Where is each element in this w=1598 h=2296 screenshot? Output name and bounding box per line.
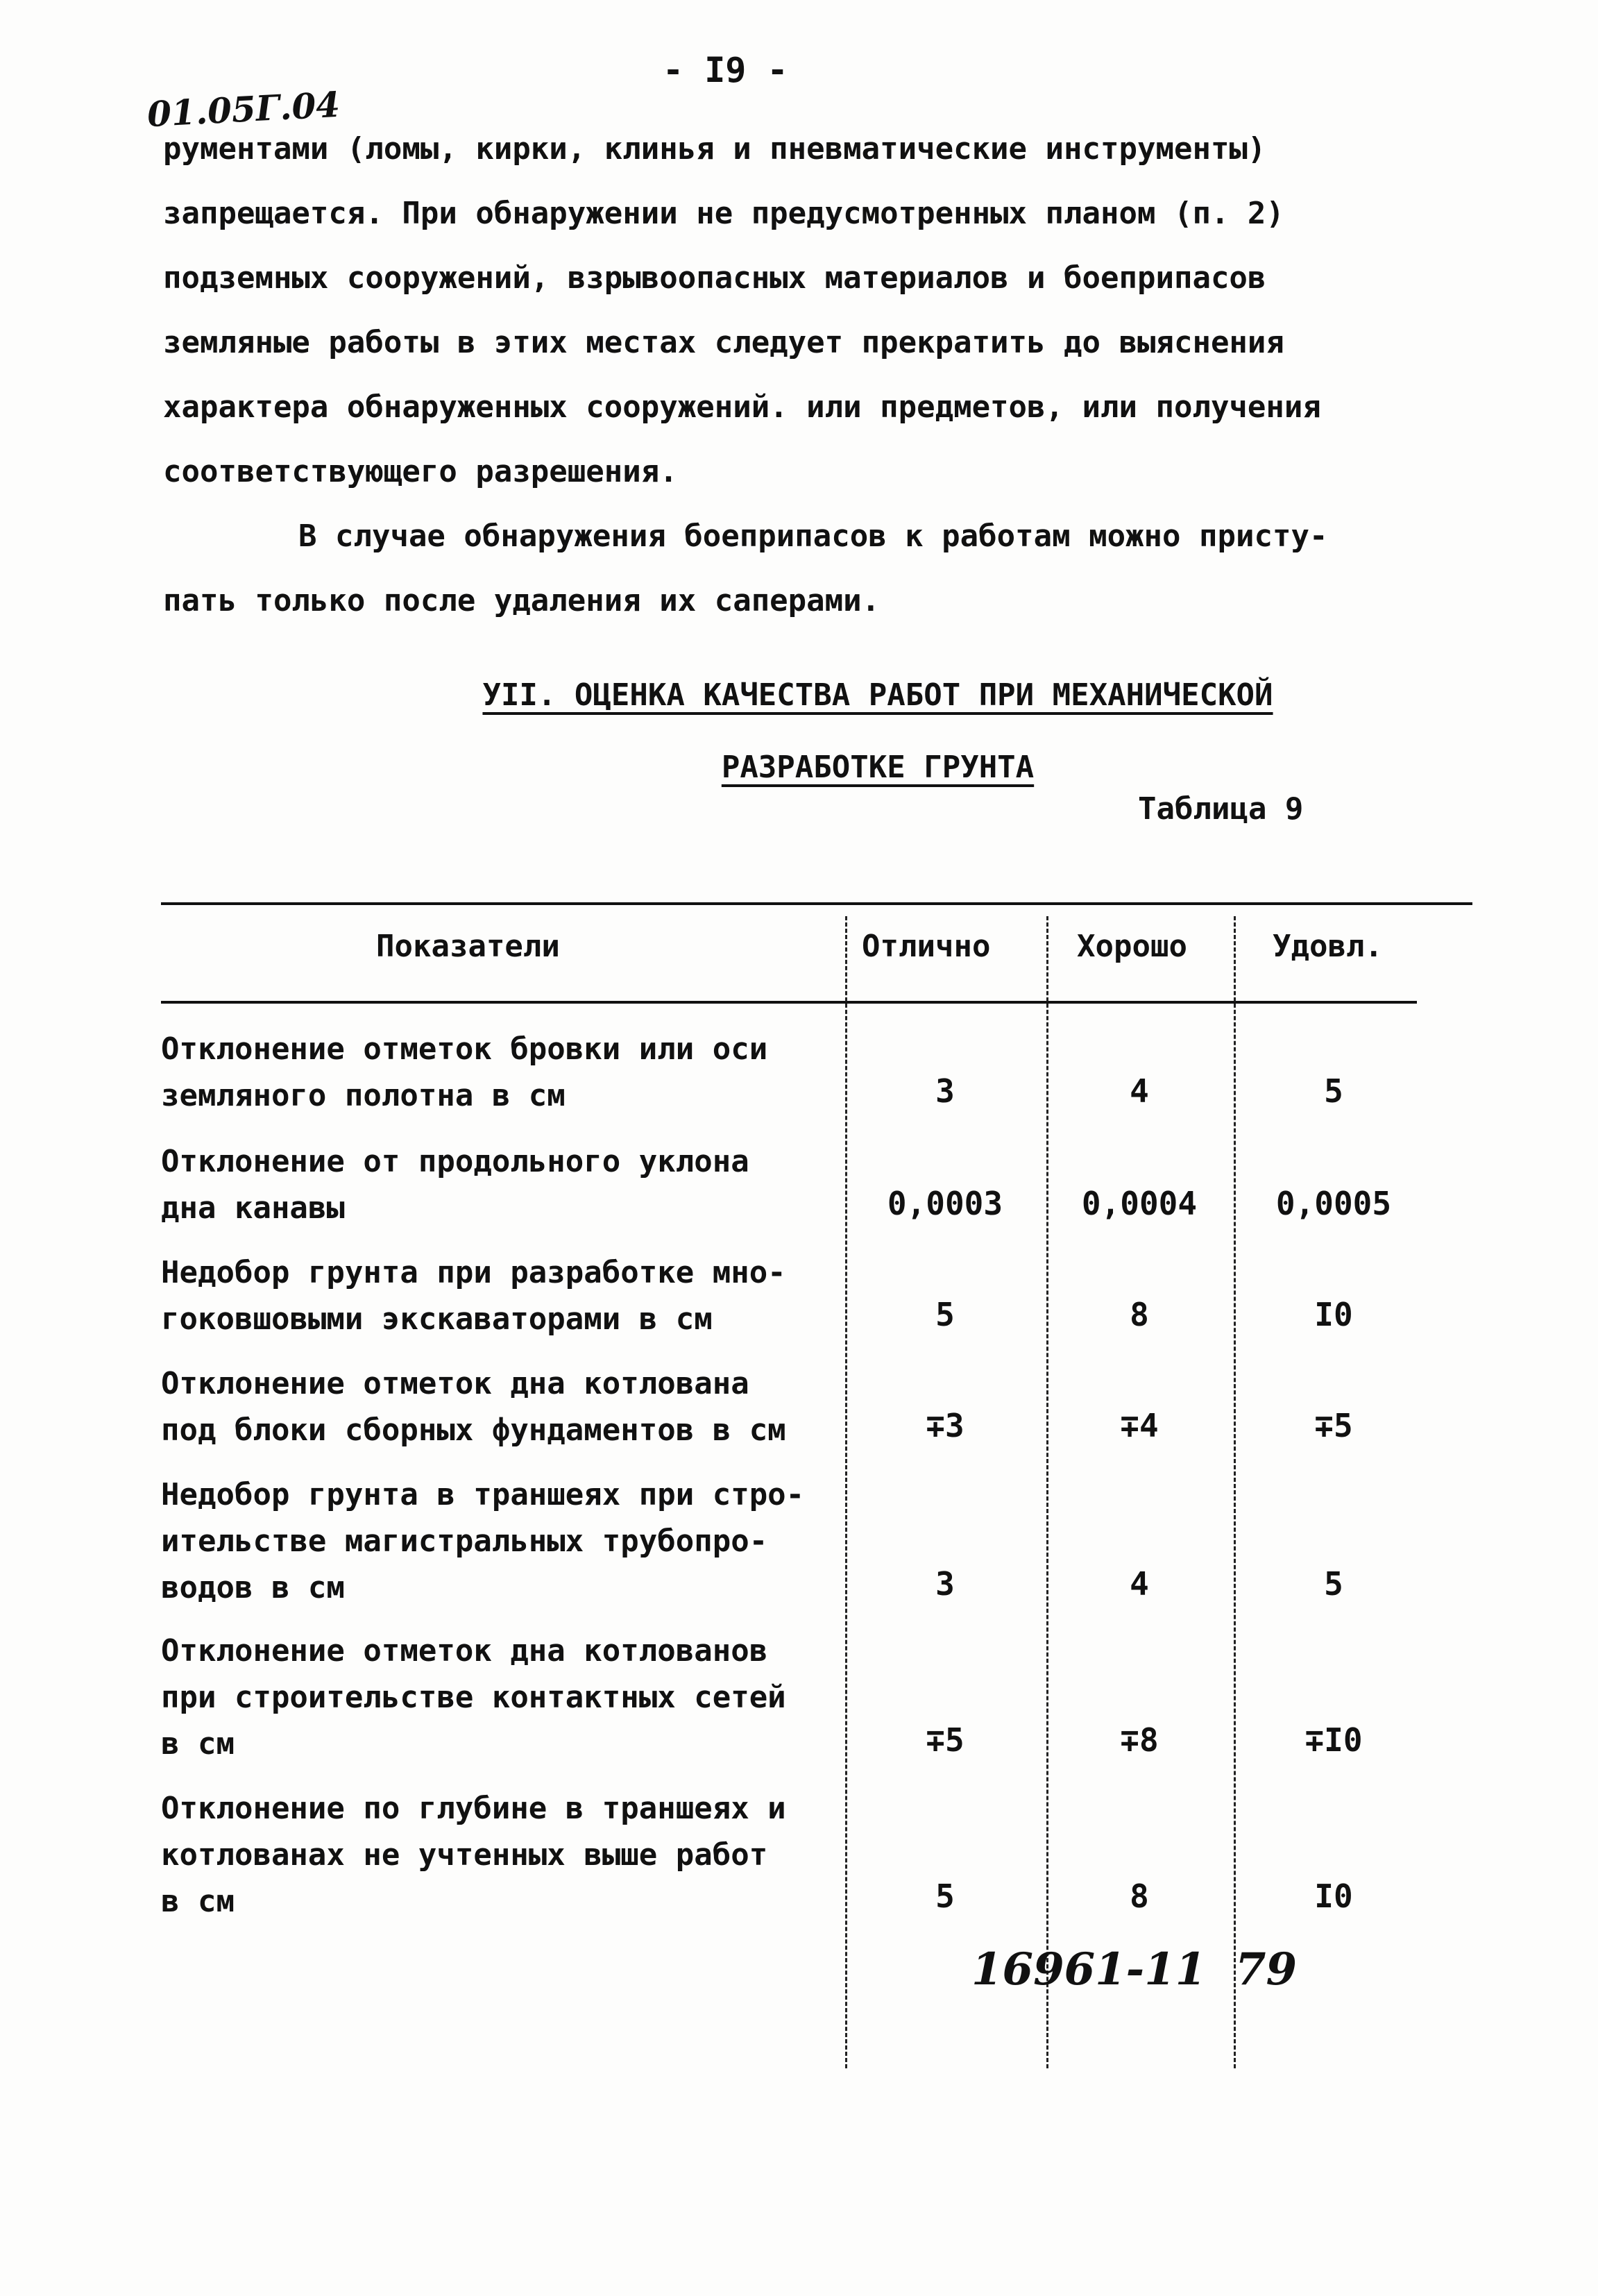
table-top-rule: [161, 902, 1472, 905]
body-line: рументами (ломы, кирки, клинья и пневматические инструменты): [163, 131, 1266, 167]
table-row-label: Отклонение по глубине в траншеях и котлованах не учтенных выше работ в см: [161, 1791, 786, 1919]
table-cell: I0: [1314, 1877, 1353, 1915]
table-caption: Таблица 9: [1138, 791, 1304, 827]
table-header-rule: [161, 1001, 1417, 1004]
header-good: Хорошо: [1077, 929, 1187, 964]
table-cell: I0: [1314, 1296, 1353, 1333]
table-cell: 5: [1324, 1565, 1343, 1603]
table-cell: ∓4: [1120, 1407, 1159, 1444]
table-cell: 4: [1130, 1072, 1149, 1110]
body-line: запрещается. При обнаружении не предусмотренных планом (п. 2): [163, 196, 1284, 231]
table-cell: ∓I0: [1304, 1721, 1363, 1759]
table-cell: 0,0005: [1275, 1185, 1392, 1222]
header-excellent: Отлично: [862, 929, 991, 964]
page-number: - I9 -: [663, 50, 788, 90]
table-cell: 5: [935, 1877, 955, 1915]
handwritten-code: 01.05Г.04: [146, 83, 341, 135]
table-cell: 8: [1130, 1877, 1149, 1915]
body-line: пать только после удаления их саперами.: [163, 583, 881, 618]
header-satisfactory: Удовл.: [1273, 929, 1383, 964]
table-cell: ∓8: [1120, 1721, 1159, 1759]
table-cell: 8: [1130, 1296, 1149, 1333]
table-cell: 0,0004: [1081, 1185, 1198, 1222]
section-title: [444, 659, 1311, 804]
table-cell: ∓3: [926, 1407, 964, 1444]
body-line: характера обнаруженных сооружений. или предметов, или получения: [163, 389, 1321, 425]
body-line: земляные работы в этих местах следует прекратить до выяснения: [163, 325, 1284, 360]
table-row-label: Отклонение от продольного уклона дна канавы: [161, 1144, 749, 1226]
table-cell: 5: [935, 1296, 955, 1333]
column-divider: [1234, 916, 1236, 2068]
table-cell: 5: [1324, 1072, 1343, 1110]
table-cell: ∓5: [1314, 1407, 1353, 1444]
body-line: подземных сооружений, взрывоопасных материалов и боеприпасов: [163, 260, 1266, 296]
table-cell: 4: [1130, 1565, 1149, 1603]
header-indicators: Показатели: [376, 929, 560, 964]
table-cell: 3: [935, 1565, 955, 1603]
body-text: [163, 117, 1433, 633]
body-line: В случае обнаружения боеприпасов к работам можно присту-: [298, 518, 1328, 554]
section-title-line: РАЗРАБОТКЕ ГРУНТА: [721, 750, 1035, 785]
table-cell: 3: [935, 1072, 955, 1110]
table-row-label: Отклонение отметок дна котлованов при строительстве контактных сетей в см: [161, 1633, 786, 1762]
table-row-label: Отклонение отметок бровки или оси земляного полотна в см: [161, 1031, 768, 1113]
table-row-label: Недобор грунта в траншеях при стро- ительстве магистральных трубопро- водов в см: [161, 1477, 805, 1605]
column-divider: [1046, 916, 1048, 2068]
handwritten-number: 16961-11: [971, 1943, 1207, 1995]
quality-table: [161, 902, 1472, 2082]
body-line: соответствующего разрешения.: [163, 454, 678, 489]
section-title-line: УII. ОЦЕНКА КАЧЕСТВА РАБОТ ПРИ МЕХАНИЧЕСКОЙ: [482, 677, 1273, 713]
table-cell: 0,0003: [887, 1185, 1003, 1222]
table-cell: ∓5: [926, 1721, 964, 1759]
table-row-label: Недобор грунта при разработке мно- гоковшовыми экскаваторами в см: [161, 1255, 786, 1337]
table-row-label: Отклонение отметок дна котлована под блоки сборных фундаментов в см: [161, 1366, 786, 1448]
handwritten-page-number: 79: [1235, 1943, 1298, 1995]
